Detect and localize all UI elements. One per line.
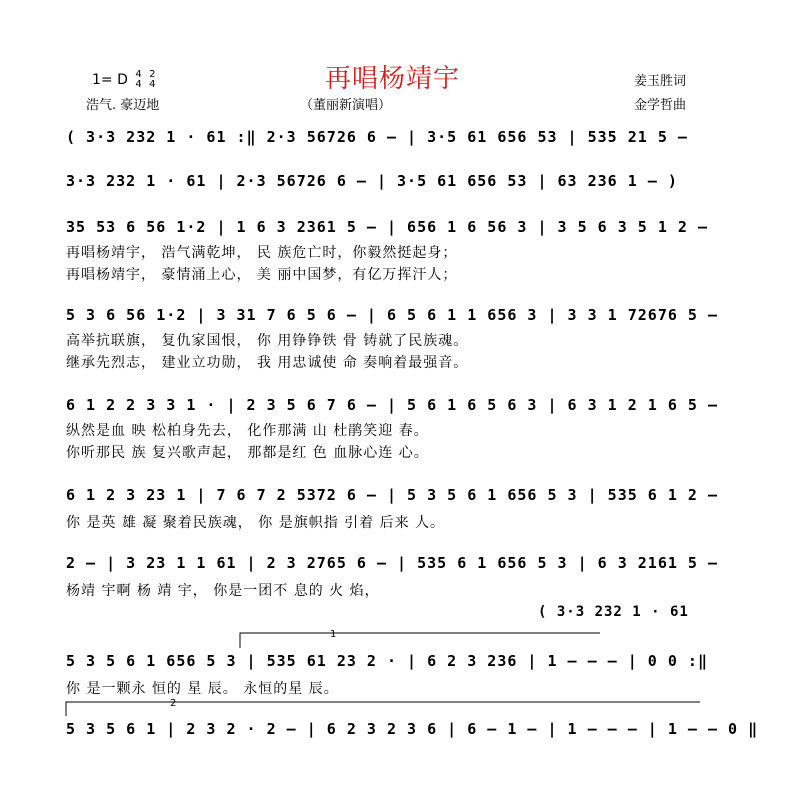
lyric-verse-2: 你听那民 族 复兴歌声起， 那都是红 色 血脉心连 心。 [66,445,429,461]
time-b-num: 2 [149,69,156,80]
time-b-den: 4 [149,79,156,90]
lyricist: 姜玉胜词 [634,74,687,89]
notation-reprise: ( 3·3 232 1 · 61 [538,604,689,620]
volta-1-label: 1 [330,629,337,640]
lyric-verse-1: 纵然是血 映 松柏身先去， 化作那满 山 杜鹃笑迎 春。 [66,423,429,439]
notation: 2 – | 3 23 1 1 61 | 2 3 2765 6 – | 535 6 1 656 5 3 | 6 3 2161 5 – [66,554,718,572]
notation: 35 53 6 56 1·2 | 1 6 3 2361 5 – | 656 1 6 56 3 | 3 5 6 3 5 1 2 – [66,218,708,236]
notation: 6 1 2 3 23 1 | 7 6 7 2 5372 6 – | 5 3 5 6 1 656 5 3 | 535 6 1 2 – [66,486,718,504]
volta-1-bracket [240,633,600,648]
lyric-verse-2: 再唱杨靖宇， 豪情涌上心， 美 丽中国梦，有亿万挥汗人； [66,267,458,283]
time-a-den: 4 [135,79,142,90]
song-title: 再唱杨靖宇 [324,64,460,94]
lyric-verse-2: 继承先烈志， 建业立功勋， 我 用忠诚使 命 奏响着最强音。 [66,355,469,371]
lyric-verse-1: 你 是一颗永 恒的 星 辰。 永恒的星 辰。 [66,681,339,697]
notation: 5 3 5 6 1 | 2 3 2 · 2 – | 6 2 3 2 3 6 | 6 – 1 – | 1 – – – | 1 – – 0 ‖ [66,720,759,738]
notation: 5 3 6 56 1·2 | 3 31 7 6 5 6 – | 6 5 6 1 1 656 3 | 3 3 1 72676 5 – [66,306,718,324]
key-text: 1= D [92,72,128,88]
notation: ( 3·3 232 1 · 61 :‖ 2·3 56726 6 – | 3·5 61 656 53 | 535 21 5 – [66,128,688,146]
composer: 金学哲曲 [634,98,687,113]
volta-2-label: 2 [170,698,177,709]
singer-subtitle: （董丽新演唱） [300,98,392,113]
notation: 5 3 5 6 1 656 5 3 | 535 61 23 2 · | 6 2 3 236 | 1 – – – | 0 0 :‖ [66,652,708,670]
notation: 3·3 232 1 · 61 | 2·3 56726 6 – | 3·5 61 656 53 | 63 236 1 – ) [66,172,678,190]
lyric-verse-1: 高举抗联旗， 复仇家国恨， 你 用铮铮铁 骨 铸就了民族魂。 [66,333,469,349]
tempo-marking: 浩气. 豪迈地 [86,98,160,113]
volta-2-bracket [66,702,700,716]
notation: 6 1 2 2 3 3 1 · | 2 3 5 6 7 6 – | 5 6 1 6 5 6 3 | 6 3 1 2 1 6 5 – [66,396,718,414]
time-a-num: 4 [135,69,142,80]
lyric-verse-1: 你 是英 雄 凝 聚着民族魂， 你 是旗帜指 引着 后来 人。 [66,515,446,531]
lyric-verse-1: 杨靖 宇啊 杨 靖 宇， 你是一团不 息的 火 焰， [66,583,380,599]
lyric-verse-1: 再唱杨靖宇， 浩气满乾坤， 民 族危亡时，你毅然挺起身； [66,245,458,261]
